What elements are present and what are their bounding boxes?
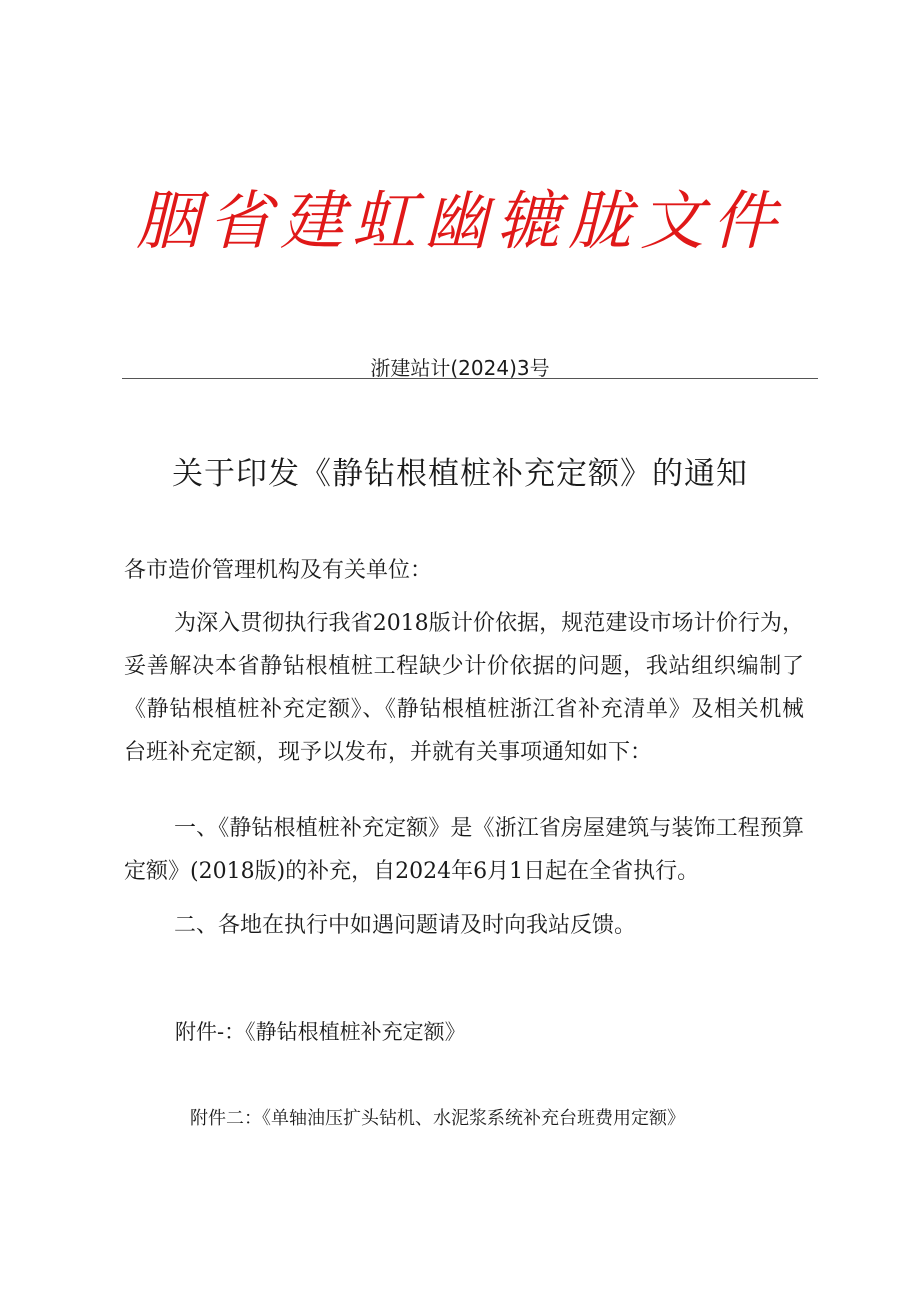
body-paragraph-item-two: 二、各地在执行中如遇问题请及时向我站反馈。 (174, 913, 637, 938)
body-paragraph-intro: 为深入贯彻执行我省2018版计价依据，规范建设市场计价行为，妥善解决本省静钻根植桩工程缺少计价依据的问题，我站组织编制了《静钻根植桩补充定额》、《静钻根植桩浙江省补充清单》及相关机械台班补充定额，现予以发布，并就有关事项通知如下： (124, 611, 804, 765)
attachment-two: 附件二：《单轴油压扩头钻机、水泥浆系统补充台班费用定额》 (190, 1108, 685, 1129)
document-number: 浙建站计(2024)3号 (370, 356, 550, 380)
recipient-line: 各市造价管理机构及有关单位： (124, 558, 433, 583)
red-header-title: 胭省建虹幽辘胧文件 (136, 185, 784, 259)
notice-title: 关于印发《静钻根植桩补充定额》的通知 (172, 456, 748, 492)
body-paragraph-item-one: 一、《静钻根植桩补充定额》是《浙江省房屋建筑与装饰工程预算定额》(2018版)的补充，自2024年6月1日起在全省执行。 (124, 816, 804, 884)
attachment-one: 附件-：《静钻根植桩补充定额》 (175, 1020, 466, 1044)
header-divider (122, 378, 818, 379)
